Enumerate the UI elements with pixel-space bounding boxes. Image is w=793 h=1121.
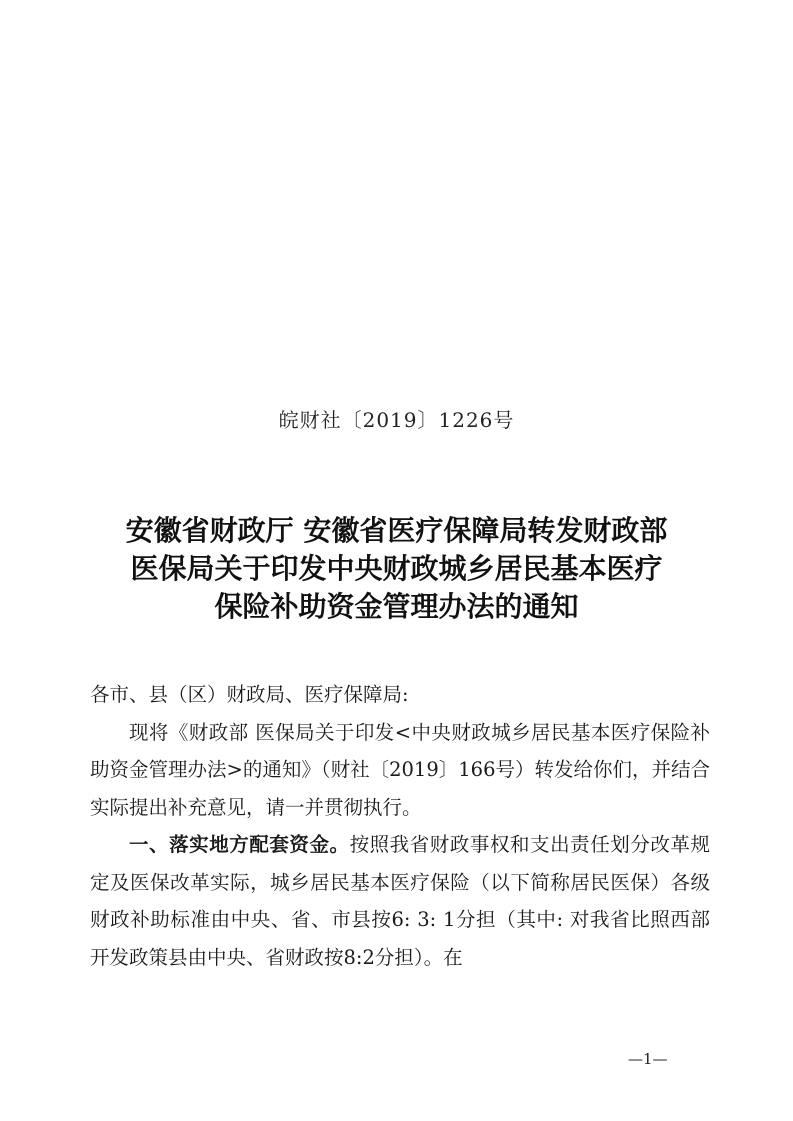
page-number: —1— [628,1050,668,1068]
document-title [60,512,733,626]
document-body [90,676,710,976]
title-line-2: 医保局关于印发中央财政城乡居民基本医疗 [130,552,663,585]
section-one-heading: 一、落实地方配套资金。 [129,833,350,856]
title-line-3: 保险补助资金管理办法的通知 [214,590,579,623]
title-line-1: 安徽省财政厅 安徽省医疗保障局转发财政部 [125,514,668,547]
document-number: 皖财社〔2019〕1226号 [278,408,515,432]
salutation: 各市、县（区）财政局、医疗保障局: [90,683,409,706]
section-one-paragraph [90,826,710,976]
section-one-text: 按照我省财政事权和支出责任划分改革规定及医保改革实际，城乡居民基本医疗保险（以下简称居民医保）各级财政补助标准由中央、省、市县按6: 3: 1分担（其中: 对我省比照西部开发政策县由中央、省财政按8:2分担）。在 [90,833,710,969]
intro-paragraph: 现将《财政部 医保局关于印发<中央财政城乡居民基本医疗保险补助资金管理办法>的通知》（财社〔2019〕166号）转发给你们，并结合实际提出补充意见，请一并贯彻执行。 [90,720,710,819]
